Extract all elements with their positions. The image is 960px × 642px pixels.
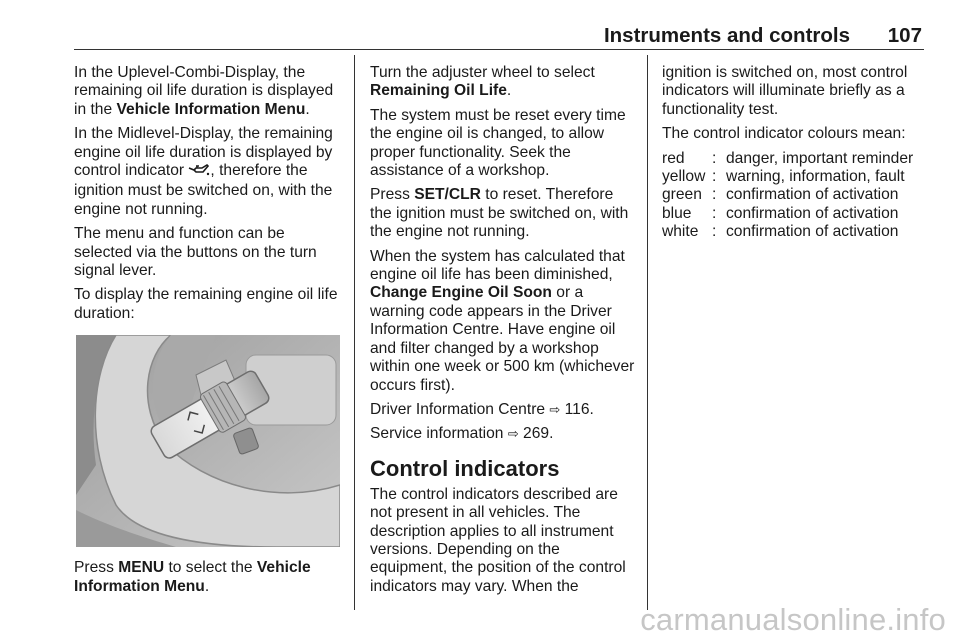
color-meaning: confirmation of activation bbox=[726, 223, 899, 241]
paragraph: The menu and function can be selected via the buttons on the turn signal lever. bbox=[74, 225, 317, 280]
cross-reference[interactable]: Service information ⇨ 269. bbox=[370, 425, 554, 443]
separator: : bbox=[712, 149, 717, 167]
paragraph: Press SET/CLR to reset. Therefore the ignition must be switched on, with the engine not running. bbox=[370, 186, 629, 241]
indicator-color-table bbox=[662, 150, 913, 242]
table-row bbox=[662, 223, 913, 241]
paragraph: When the system has calculated that engine oil life has been diminished, Change Engine Oil Soon or a warning code appears in the Driver Information Centre. Have engine oil and filter changed by a workshop within one week or 500 km (whichever occurs first). bbox=[370, 247, 635, 394]
paragraph: The control indicators described are not present in all vehicles. The description applies to all instrument versions. Depending on the equipment, the position of the control indicators may vary. When the bbox=[370, 485, 626, 595]
color-meaning: confirmation of activation bbox=[726, 204, 899, 222]
watermark: carmanualsonline.info bbox=[640, 602, 946, 637]
button-name: MENU bbox=[118, 559, 165, 577]
separator: : bbox=[712, 168, 717, 186]
separator: : bbox=[712, 186, 717, 204]
color-name: yellow bbox=[662, 168, 706, 186]
turn-signal-lever-image bbox=[76, 335, 340, 547]
column-3 bbox=[662, 64, 928, 242]
separator: : bbox=[712, 223, 717, 241]
column-divider bbox=[647, 55, 648, 610]
arrow-icon: ⇨ bbox=[507, 426, 519, 442]
table-row bbox=[662, 205, 913, 223]
color-meaning: danger, important reminder bbox=[726, 149, 914, 167]
paragraph: ignition is switched on, most control indicators will illuminate briefly as a functionality test. bbox=[662, 64, 908, 118]
cross-reference[interactable]: Driver Information Centre ⇨ 116. bbox=[370, 400, 594, 418]
menu-item-name: Remaining Oil Life bbox=[370, 82, 507, 100]
color-name: red bbox=[662, 149, 685, 167]
column-2 bbox=[370, 64, 636, 602]
paragraph: The system must be reset every time the engine oil is changed, to allow proper functionality. Seek the assistance of a workshop. bbox=[370, 106, 626, 180]
page-header bbox=[74, 0, 924, 50]
table-row bbox=[662, 150, 913, 168]
paragraph: To display the remaining engine oil life duration: bbox=[74, 286, 338, 322]
separator: : bbox=[712, 204, 717, 222]
color-name: green bbox=[662, 186, 702, 204]
color-meaning: warning, information, fault bbox=[726, 168, 905, 186]
paragraph: Turn the adjuster wheel to select Remaining Oil Life. bbox=[370, 64, 595, 100]
table-row bbox=[662, 186, 913, 204]
color-name: white bbox=[662, 223, 699, 241]
menu-name: Vehicle Information Menu bbox=[116, 100, 306, 118]
oil-can-icon bbox=[188, 164, 210, 182]
column-divider bbox=[354, 55, 355, 610]
paragraph: In the Uplevel-Combi-Display, the remaining oil life duration is displayed in the Vehicle Information Menu. bbox=[74, 64, 334, 118]
paragraph: In the Midlevel-Display, the remaining engine oil life duration is displayed by control indicator , therefore the ignition must be switched on, with the engine not running. bbox=[74, 125, 333, 218]
section-heading: Control indicators bbox=[370, 455, 560, 481]
table-row bbox=[662, 168, 913, 186]
paragraph: Press MENU to select the Vehicle Information Menu. bbox=[74, 559, 311, 595]
color-meaning: confirmation of activation bbox=[726, 186, 899, 204]
button-name: SET/CLR bbox=[414, 186, 481, 204]
message-name: Change Engine Oil Soon bbox=[370, 284, 552, 302]
paragraph: The control indicator colours mean: bbox=[662, 125, 906, 143]
page-title: Instruments and controls bbox=[603, 24, 850, 47]
color-name: blue bbox=[662, 204, 692, 222]
arrow-icon: ⇨ bbox=[549, 401, 561, 417]
menu-name: Vehicle Information Menu bbox=[74, 559, 311, 595]
page-number: 107 bbox=[887, 24, 922, 47]
column-1 bbox=[74, 64, 342, 602]
